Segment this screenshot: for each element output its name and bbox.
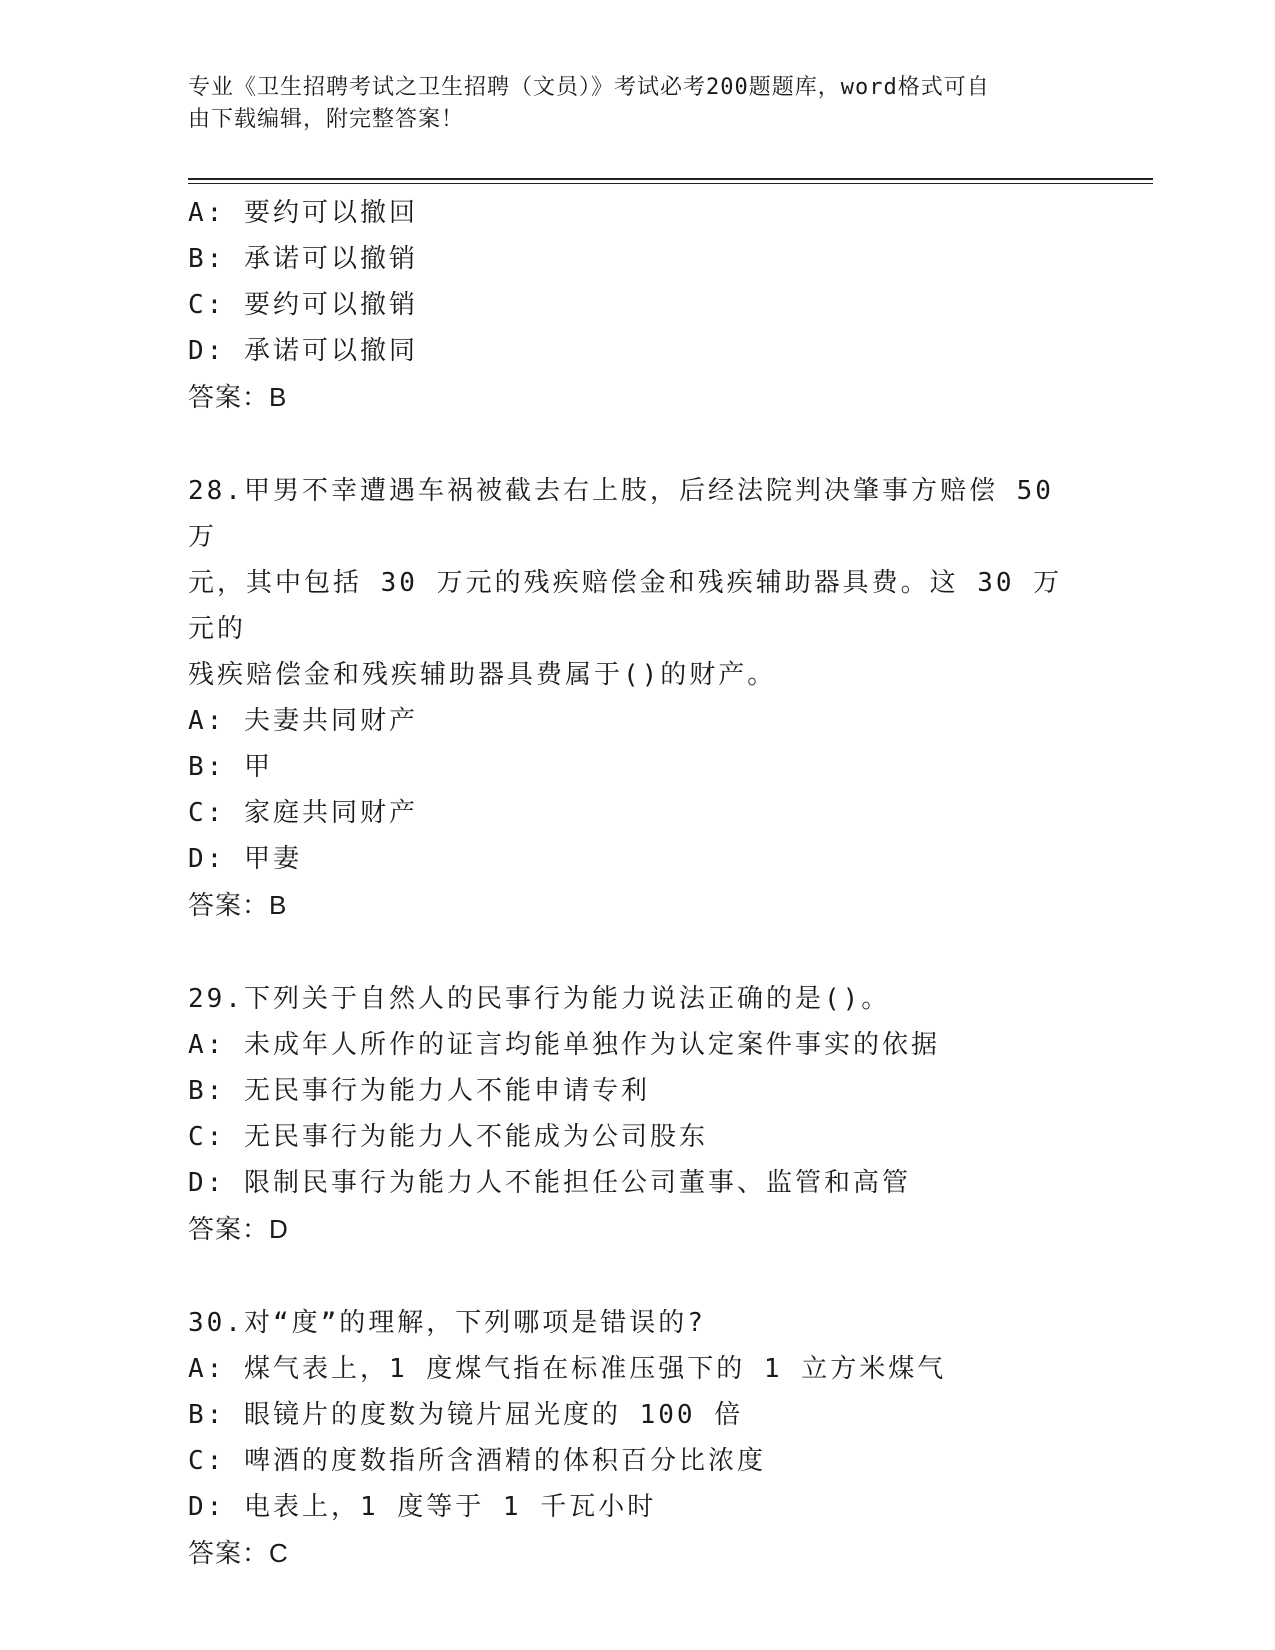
option-c: C: 无民事行为能力人不能成为公司股东 [188, 1122, 708, 1152]
answer-line: 答案：B [188, 890, 288, 920]
answer-line: 答案：B [188, 382, 288, 412]
option-c: C: 要约可以撤销 [188, 290, 418, 320]
question-28 [188, 468, 1088, 928]
option-b: B: 承诺可以撤销 [188, 244, 418, 274]
option-b: B: 无民事行为能力人不能申请专利 [188, 1076, 650, 1106]
option-b: B: 眼镜片的度数为镜片屈光度的 100 倍 [188, 1400, 744, 1430]
option-c: C: 家庭共同财产 [188, 798, 418, 828]
question-stem-line: 28.甲男不幸遭遇车祸被截去右上肢，后经法院判决肇事方赔偿 50 万 [188, 476, 1054, 552]
option-d: D: 限制民事行为能力人不能担任公司董事、监管和高管 [188, 1168, 911, 1198]
option-a: A: 夫妻共同财产 [188, 706, 418, 736]
question-list [188, 190, 1088, 1624]
header-line-1: 专业《卫生招聘考试之卫生招聘（文员）》考试必考200题题库，word格式可自 [188, 75, 990, 100]
option-a: A: 煤气表上，1 度煤气指在标准压强下的 1 立方米煤气 [188, 1354, 947, 1384]
header-line-2: 由下载编辑，附完整答案！ [188, 107, 465, 132]
question-30 [188, 1300, 1088, 1576]
answer-line: 答案：D [188, 1214, 289, 1244]
question-continued [188, 190, 1088, 420]
option-a: A: 未成年人所作的证言均能单独作为认定案件事实的依据 [188, 1030, 940, 1060]
option-c: C: 啤酒的度数指所含酒精的体积百分比浓度 [188, 1446, 766, 1476]
option-d: D: 甲妻 [188, 844, 302, 874]
question-stem-line: 元，其中包括 30 万元的残疾赔偿金和残疾辅助器具费。这 30 万元的 [188, 568, 1063, 644]
header-divider-thick [188, 178, 1153, 180]
question-stem-line: 30.对“度”的理解，下列哪项是错误的? [188, 1308, 706, 1338]
document-header [188, 72, 1068, 136]
option-d: D: 电表上，1 度等于 1 千瓦小时 [188, 1492, 657, 1522]
option-a: A: 要约可以撤回 [188, 198, 418, 228]
option-d: D: 承诺可以撤同 [188, 336, 418, 366]
option-b: B: 甲 [188, 752, 273, 782]
question-stem-line: 29.下列关于自然人的民事行为能力说法正确的是()。 [188, 984, 891, 1014]
question-stem-line: 残疾赔偿金和残疾辅助器具费属于()的财产。 [188, 660, 777, 690]
answer-line: 答案：C [188, 1538, 289, 1568]
question-29 [188, 976, 1088, 1252]
header-divider-thin [188, 183, 1153, 184]
